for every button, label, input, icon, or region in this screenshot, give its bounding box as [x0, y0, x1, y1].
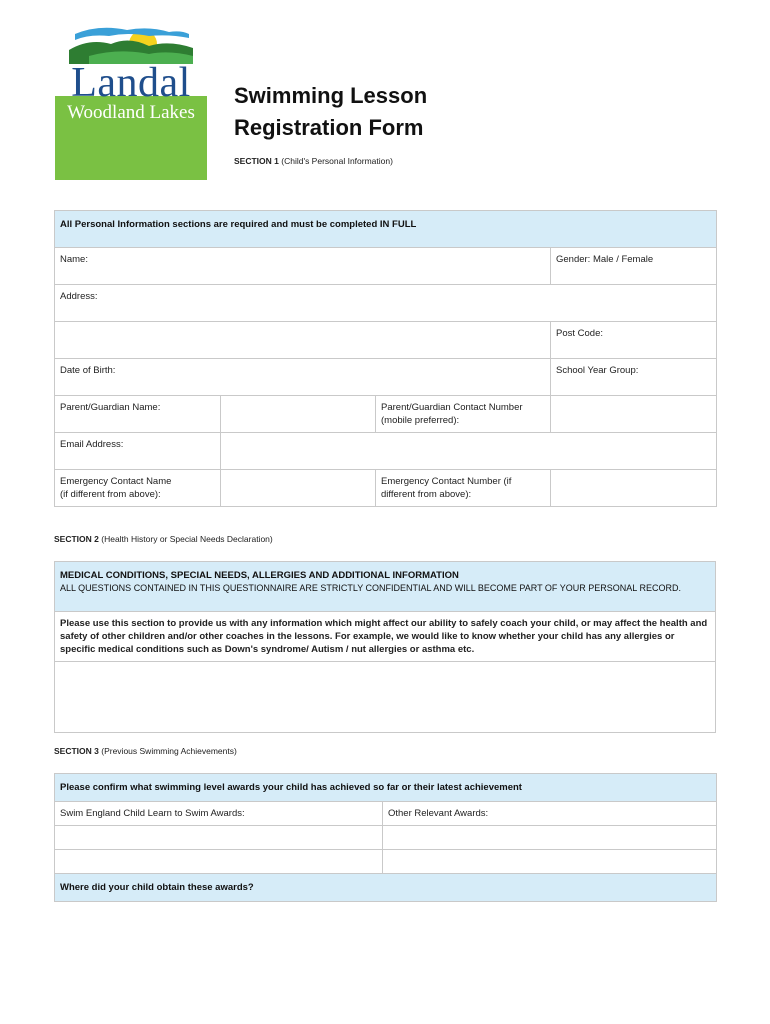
swim-england-awards-label: Swim England Child Learn to Swim Awards: [55, 802, 383, 826]
medical-details-input[interactable] [55, 662, 716, 733]
parent-contact-input[interactable] [551, 396, 717, 433]
section-2-desc: (Health History or Special Needs Declaration) [101, 534, 273, 544]
swim-england-awards-input-2[interactable] [55, 850, 383, 874]
address-field[interactable] [55, 285, 551, 322]
title-line-2: Registration Form [234, 115, 424, 140]
personal-info-header: All Personal Information sections are required and must be completed IN FULL [55, 211, 717, 248]
swimming-awards-table [54, 773, 717, 902]
other-awards-label: Other Relevant Awards: [383, 802, 717, 826]
email-label: Email Address: [60, 439, 124, 450]
awards-header: Please confirm what swimming level awards your child has achieved so far or their latest achievement [55, 774, 717, 802]
parent-name-label: Parent/Guardian Name: [60, 402, 161, 413]
school-year-label: School Year Group: [556, 365, 639, 376]
section-3-desc: (Previous Swimming Achievements) [101, 746, 237, 756]
parent-name-input[interactable] [221, 396, 376, 433]
emergency-number-label-1: Emergency Contact Number (if [381, 476, 512, 487]
landscape-logo-icon [69, 22, 193, 64]
parent-contact-label-2: (mobile preferred): [381, 415, 460, 426]
address-label: Address: [60, 291, 98, 302]
emergency-number-input[interactable] [551, 470, 717, 507]
email-input[interactable] [221, 433, 717, 470]
emergency-name-input[interactable] [221, 470, 376, 507]
medical-header-confidential: ALL QUESTIONS CONTAINED IN THIS QUESTIONNAIRE ARE STRICTLY CONFIDENTIAL AND WILL BECOME PART OF YOUR PERSONAL RECORD. [60, 583, 681, 593]
section-1-desc: (Child's Personal Information) [281, 156, 393, 166]
section-2-number: SECTION 2 [54, 534, 99, 544]
emergency-number-label-2: different from above): [381, 489, 472, 500]
landal-logo [55, 22, 207, 180]
parent-contact-label-cell [376, 396, 551, 433]
post-code-label: Post Code: [556, 328, 603, 339]
awards-location-question: Where did your child obtain these awards? [55, 874, 717, 902]
address-line-2-field[interactable] [55, 322, 551, 359]
address-field-extra[interactable] [551, 285, 717, 322]
emergency-number-label-cell [376, 470, 551, 507]
medical-info-header [55, 562, 716, 612]
title-line-1: Swimming Lesson [234, 83, 428, 108]
logo-brand: Landal [71, 60, 191, 106]
emergency-name-label-1: Emergency Contact Name [60, 476, 172, 487]
logo-park-name: Woodland Lakes [67, 102, 195, 123]
school-year-field[interactable] [551, 359, 717, 396]
section-1-number: SECTION 1 [234, 156, 279, 166]
medical-header-title: MEDICAL CONDITIONS, SPECIAL NEEDS, ALLERGIES AND ADDITIONAL INFORMATION [60, 570, 459, 581]
swim-england-awards-input-1[interactable] [55, 826, 383, 850]
name-field[interactable] [55, 248, 551, 285]
dob-field[interactable] [55, 359, 551, 396]
emergency-name-label-2: (if different from above): [60, 489, 161, 500]
emergency-name-label-cell [55, 470, 221, 507]
dob-label: Date of Birth: [60, 365, 116, 376]
parent-name-label-cell [55, 396, 221, 433]
section-2-label [54, 534, 273, 544]
gender-field[interactable] [551, 248, 717, 285]
medical-info-table [54, 561, 716, 733]
post-code-field[interactable] [551, 322, 717, 359]
email-label-cell [55, 433, 221, 470]
section-3-number: SECTION 3 [54, 746, 99, 756]
other-awards-input-1[interactable] [383, 826, 717, 850]
name-label: Name: [60, 254, 88, 265]
parent-contact-label-1: Parent/Guardian Contact Number [381, 402, 523, 413]
page-title [234, 80, 427, 144]
medical-instructions: Please use this section to provide us with any information which might affect our ability to safely coach your child, or may affect the health and safety of other children and/or other coaches in the lessons. For example, we would like to know whether your child has any allergies or specific medical conditions such as Down's syndrome/ Autism / nut allergies or asthma etc. [55, 612, 716, 662]
section-3-label [54, 746, 237, 756]
section-1-label [234, 156, 393, 166]
other-awards-input-2[interactable] [383, 850, 717, 874]
gender-label: Gender: Male / Female [556, 254, 654, 265]
personal-info-table [54, 210, 717, 507]
